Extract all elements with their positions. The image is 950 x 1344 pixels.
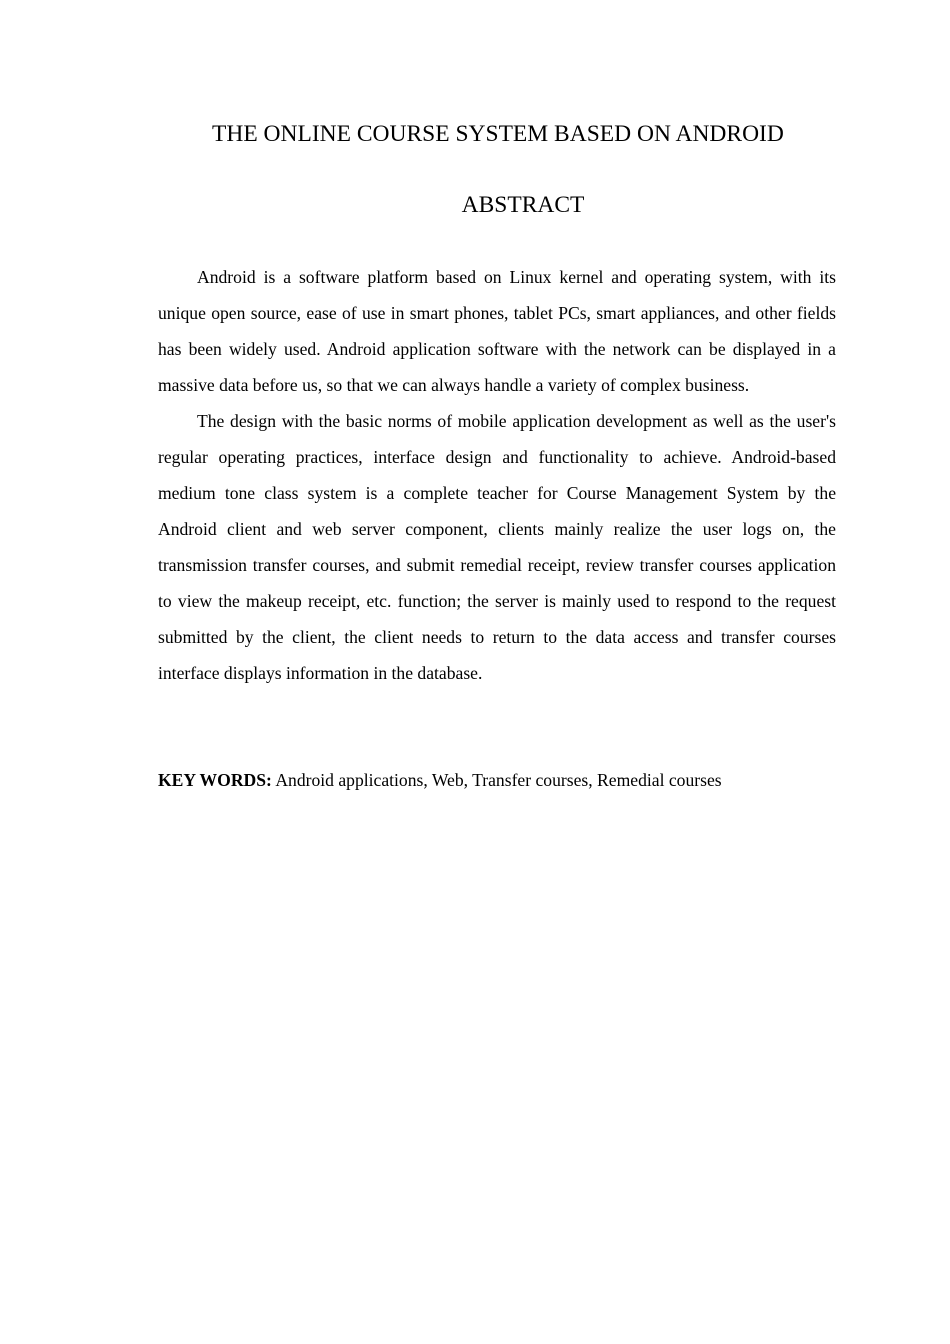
abstract-heading: ABSTRACT	[461, 192, 585, 218]
abstract-paragraph-1: Android is a software platform based on Linux kernel and operating system, with its unique open source, ease of use in smart phones, tablet PCs, smart appliances, and other fields has been widely used. Android application software with the network can be displayed in a massive data before us, so that we can always handle a variety of complex business.	[158, 267, 836, 395]
abstract-paragraph-2: The design with the basic norms of mobile application development as well as the user's regular operating practices, interface design and functionality to achieve. Android-based medium tone class system is a complete teacher for Course Management System by the Android client and web server component, clients mainly realize the user logs on, the transmission transfer courses, and submit remedial receipt, review transfer courses application to view the makeup receipt, etc. function; the server is mainly used to respond to the request submitted by the client, the client needs to return to the data access and transfer courses interface displays information in the database.	[158, 411, 836, 683]
keywords-line	[158, 762, 858, 798]
abstract-body	[158, 259, 836, 691]
keywords-label: KEY WORDS:	[158, 770, 272, 790]
keywords-list: Android applications, Web, Transfer courses, Remedial courses	[271, 770, 722, 790]
paper-title: THE ONLINE COURSE SYSTEM BASED ON ANDROID	[212, 121, 784, 147]
